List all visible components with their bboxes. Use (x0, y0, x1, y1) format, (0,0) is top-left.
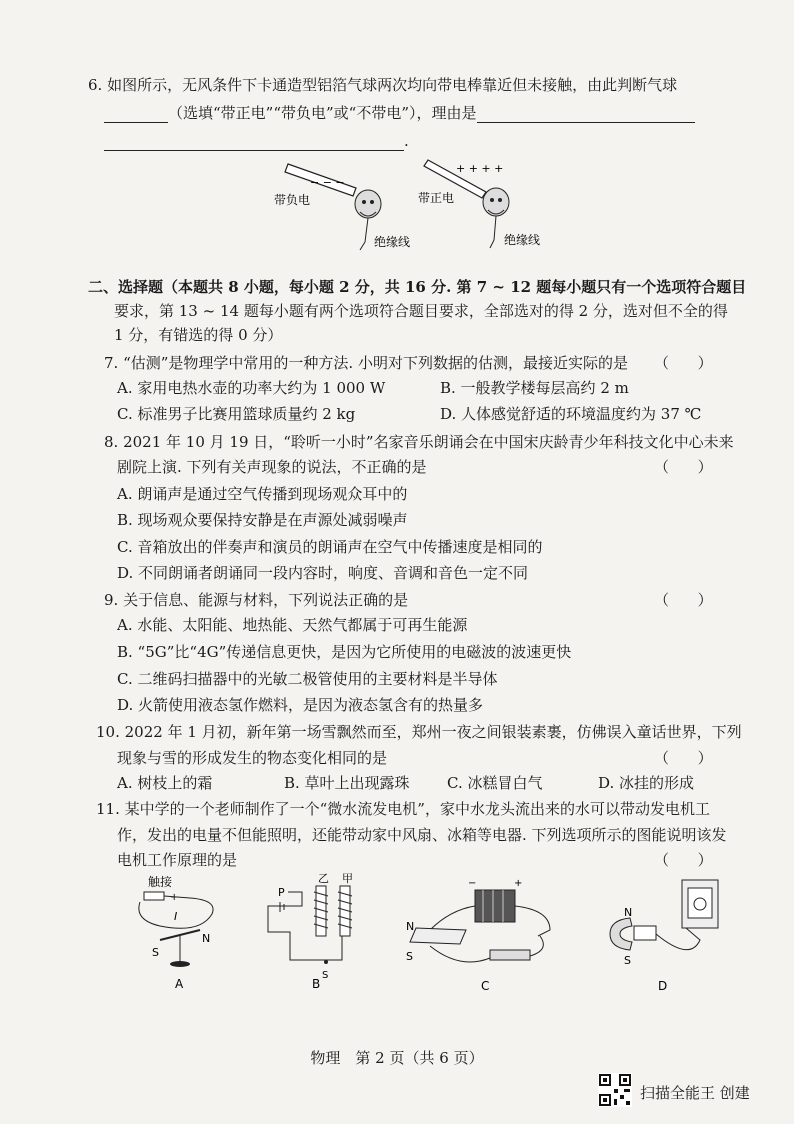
fig-a-touch-label: 触接 (148, 875, 173, 889)
fig-b-s-label: S (322, 970, 329, 981)
fig-c-n-label: N (406, 920, 415, 933)
q9-option-c: C. 二维码扫描器中的光敏二极管使用的主要材料是半导体 (117, 670, 498, 688)
figure-b (268, 872, 353, 991)
fig-d-s-label: S (624, 954, 631, 967)
q8-option-a: A. 朗诵声是通过空气传播到现场观众耳中的 (117, 485, 408, 503)
q9-option-d: D. 火箭使用液态氢作燃料，是因为液态氢含有的热量多 (117, 696, 484, 714)
q8-answer-paren[interactable]: （ ） (654, 458, 713, 476)
watermark-text: 扫描全能王 创建 (640, 1084, 750, 1102)
q6-line3-end: . (404, 132, 409, 150)
svg-text:+: + (514, 878, 523, 889)
svg-text:+: + (170, 892, 179, 903)
q6-reason-blank-2[interactable] (104, 134, 404, 151)
q10-option-b: B. 草叶上出现露珠 (284, 774, 410, 792)
neg-label: 带负电 (274, 193, 311, 207)
fig-b-label: B (312, 977, 321, 991)
section2-line2: 要求，第 13 ~ 14 题每小题有两个选项符合题目要求，全部选对的得 2 分，选对但不全的得 (114, 302, 728, 320)
q7-stem: 7. “估测”是物理学中常用的一种方法. 小明对下列数据的估测，最接近实际的是 (104, 354, 628, 372)
negative-rod (285, 164, 356, 196)
section2-line3: 1 分，有错选的得 0 分） (114, 326, 283, 344)
q10-answer-paren[interactable]: （ ） (654, 749, 713, 767)
q10-option-c: C. 冰糕冒白气 (447, 774, 543, 792)
svg-text:+ + + +: + + + + (456, 162, 504, 175)
q6-figure (260, 152, 560, 262)
q11-stem-2: 作，发出的电量不但能照明，还能带动家中风扇、冰箱等电器. 下列选项所示的图能说明该发 (117, 826, 727, 844)
q9-option-a: A. 水能、太阳能、地热能、天然气都属于可再生能源 (117, 616, 468, 634)
figure-c (406, 878, 550, 993)
fig-a-s-label: S (152, 946, 159, 959)
q8-stem-1: 8. 2021 年 10 月 19 日，“聆听一小时”名家音乐朗诵会在中国宋庆龄青少年科技文化中心未来 (104, 433, 734, 451)
q10-stem-2: 现象与雪的形成发生的物态变化相同的是 (117, 749, 388, 767)
fig-a-n-label: N (202, 932, 211, 945)
q11-stem-1: 11. 某中学的一个老师制作了一个“微水流发电机”，家中水龙头流出来的水可以带动发电机工 (96, 800, 710, 818)
figure-a (139, 874, 213, 991)
fig-d-n-label: N (624, 906, 633, 919)
fig-b-yi-label: 乙 (318, 872, 329, 885)
q9-option-b: B. “5G”比“4G”传递信息更快，是因为它所使用的电磁波的波速更快 (117, 643, 572, 661)
q7-option-d: D. 人体感觉舒适的环境温度约为 37 ℃ (440, 405, 702, 423)
page-footer: 物理 第 2 页（共 6 页） (310, 1049, 484, 1067)
fig-b-p-label: P (278, 886, 285, 899)
section2-line1: 二、选择题（本题共 8 小题，每小题 2 分，共 16 分. 第 7 ~ 12 题每小题只有一个选项符合题目 (88, 278, 747, 296)
q9-answer-paren[interactable]: （ ） (654, 591, 713, 609)
q7-option-a: A. 家用电热水壶的功率大约为 1 000 W (117, 379, 386, 397)
q11-answer-paren[interactable]: （ ） (654, 851, 713, 869)
svg-text:− − −: − − − (310, 176, 345, 189)
fig-c-s-label: S (406, 950, 413, 963)
wire-label-right: 绝缘线 (504, 233, 541, 247)
wire-label-left: 绝缘线 (374, 235, 411, 249)
q8-option-d: D. 不同朗诵者朗诵同一段内容时，响度、音调和音色一定不同 (117, 564, 529, 582)
q6-line2-text: （选填“带正电”“带负电”或“不带电”），理由是 (168, 104, 477, 122)
fig-a-current-label: I (174, 910, 178, 923)
svg-text:−: − (468, 878, 477, 889)
q10-stem-1: 10. 2022 年 1 月初，新年第一场雪飘然而至，郑州一夜之间银装素裹，仿佛误入童话世界，下列 (96, 723, 742, 741)
q6-line1: 6. 如图所示，无风条件下卡通造型铝箔气球两次均向带电棒靠近但未接触，由此判断气球 (88, 76, 678, 94)
q10-option-a: A. 树枝上的霜 (117, 774, 213, 792)
q7-answer-paren[interactable]: （ ） (654, 354, 713, 372)
fig-a-label: A (175, 977, 184, 991)
q8-option-c: C. 音箱放出的伴奏声和演员的朗诵声在空气中传播速度是相同的 (117, 538, 543, 556)
q9-stem: 9. 关于信息、能源与材料，下列说法正确的是 (104, 591, 409, 609)
q10-option-d: D. 冰挂的形成 (598, 774, 695, 792)
q6-line2 (104, 103, 695, 123)
q7-option-b: B. 一般教学楼每层高约 2 m (440, 379, 629, 397)
qr-code-icon (598, 1073, 632, 1107)
q11-figures (130, 870, 730, 995)
fig-d-label: D (658, 979, 668, 993)
q8-option-b: B. 现场观众要保持安静是在声源处减弱噪声 (117, 511, 408, 529)
pos-label: 带正电 (418, 191, 455, 205)
q8-stem-2: 剧院上演. 下列有关声现象的说法，不正确的是 (117, 458, 427, 476)
q7-option-c: C. 标准男子比赛用篮球质量约 2 kg (117, 405, 356, 423)
figure-d (610, 880, 718, 993)
fig-b-jia-label: 甲 (342, 872, 353, 885)
q11-stem-3: 电机工作原理的是 (117, 851, 238, 869)
q6-reason-blank[interactable] (477, 106, 695, 123)
q6-line3 (104, 131, 409, 151)
fig-c-label: C (481, 979, 490, 993)
q6-answer-blank[interactable] (104, 106, 168, 123)
